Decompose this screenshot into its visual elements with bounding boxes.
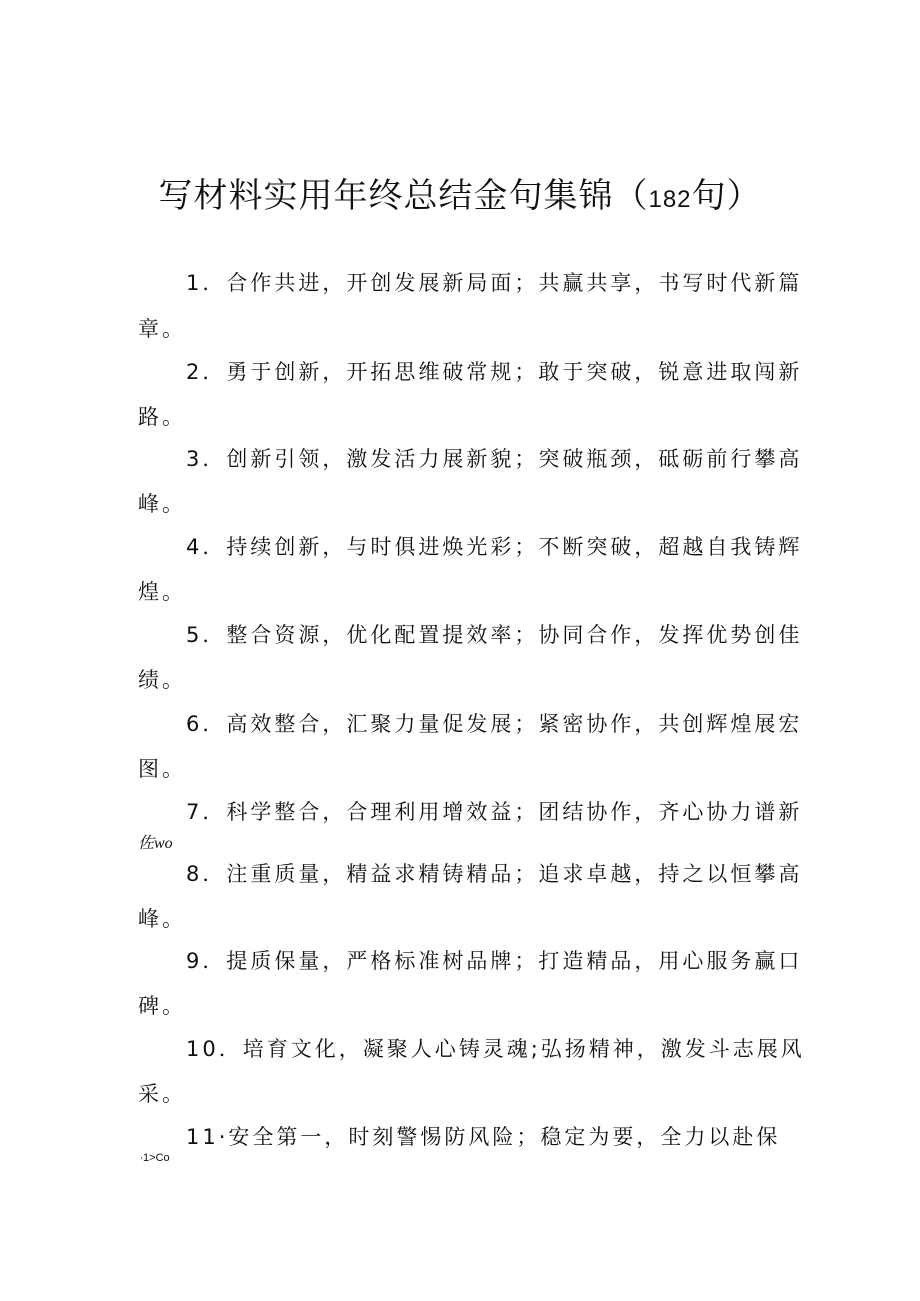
list-item-line: 2．勇于创新，开拓思维破常规；敢于突破，锐意进取闯新	[186, 360, 803, 384]
list-item-line: 1．合作共进，开创发展新局面；共赢共享，书写时代新篇	[186, 271, 803, 295]
list-item-line: 11·安全第一，时刻警惕防风险；稳定为要，全力以赴保	[186, 1125, 781, 1149]
list-item-continuation: 章。	[138, 317, 186, 341]
list-item-line: 4．持续创新，与时俱进焕光彩；不断突破，超越自我铸辉	[186, 535, 803, 559]
list-item-continuation: 佐wo	[138, 835, 173, 852]
title-tail: 句）	[691, 176, 762, 216]
list-item-line: 8．注重质量，精益求精铸精品；追求卓越，持之以恒攀高	[186, 862, 803, 886]
list-item-line: 5．整合资源，优化配置提效率；协同合作，发挥优势创佳	[186, 623, 803, 647]
list-item-continuation: 路。	[138, 405, 186, 429]
title-count: 182	[648, 186, 692, 213]
list-item-continuation: 采。	[138, 1082, 186, 1106]
list-item-line: 10．培育文化，凝聚人心铸灵魂;弘扬精神，激发斗志展风	[186, 1037, 805, 1061]
page-title	[0, 168, 920, 217]
title-main: 写材料实用年终总结金句集锦（	[158, 176, 649, 216]
list-item-line: 3．创新引领，激发活力展新貌；突破瓶颈，砥砺前行攀高	[186, 447, 803, 471]
list-item-continuation: 峰。	[138, 907, 186, 931]
list-item-line: 6．高效整合，汇聚力量促发展；紧密协作，共创辉煌展宏	[186, 712, 803, 736]
list-item-continuation: 图。	[138, 757, 186, 781]
list-item-continuation: 绩。	[138, 668, 186, 692]
page-footer-mark: ∙1>Co	[140, 1152, 170, 1164]
list-item-continuation: 碑。	[138, 994, 186, 1018]
list-item-continuation: 峰。	[138, 492, 186, 516]
list-item-line: 7．科学整合，合理利用增效益；团结协作，齐心协力谱新	[186, 800, 803, 824]
list-item-continuation: 煌。	[138, 580, 186, 604]
list-item-line: 9．提质保量，严格标准树品牌；打造精品，用心服务赢口	[186, 949, 803, 973]
